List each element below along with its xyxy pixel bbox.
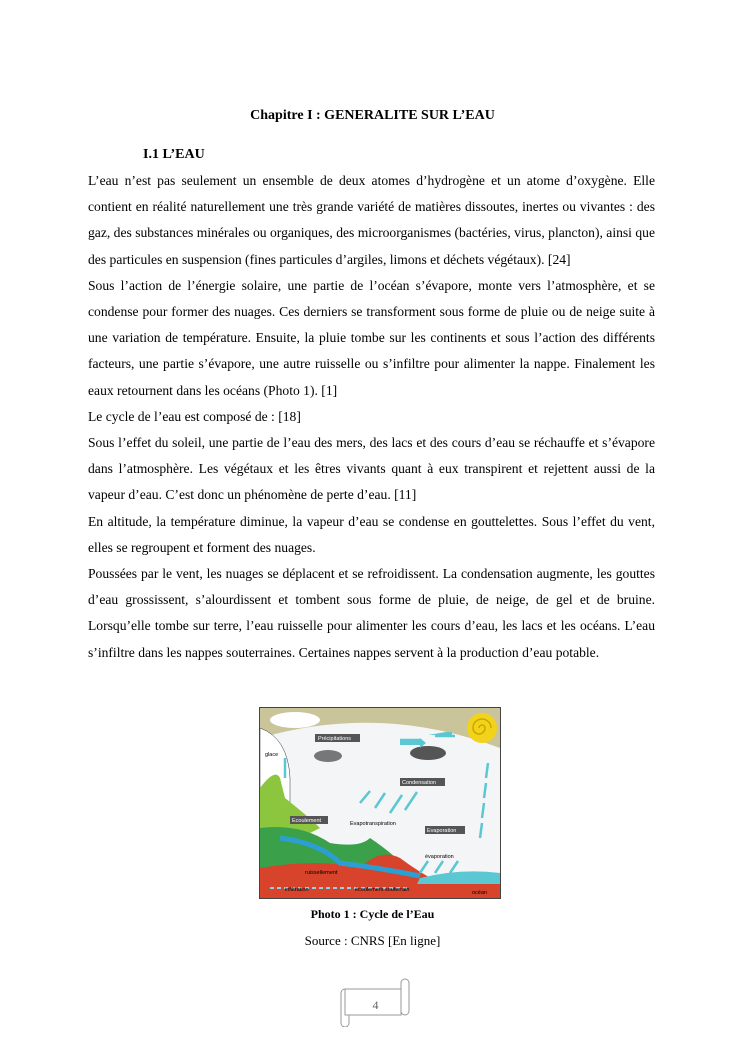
chapter-title: Chapitre I : GENERALITE SUR L’EAU: [250, 108, 495, 123]
figure-caption: Photo 1 : Cycle de l’Eau: [310, 907, 435, 921]
section-heading: I.1 L’EAU: [143, 147, 205, 162]
paragraph: Sous l’effet du soleil, une partie de l’eau des mers, des lacs et des cours d’eau se réchauffe et s’évapore dans l’atmosphère. Les végétaux et les êtres vivants quant à eux transpirent et rejettent aussi de la vapeur d’eau. C’est donc un phénomène de perte d’eau. [11]: [88, 435, 655, 503]
label-ecoulement: Ecoulement: [292, 818, 322, 824]
label-ecoulement-souterrain: écoulement souterrain: [355, 887, 410, 893]
figure-source: Source : CNRS [En ligne]: [304, 933, 441, 948]
label-glace: glace: [265, 752, 279, 758]
label-evaporation-box: Evaporation: [427, 828, 457, 834]
water-cycle-diagram: [259, 707, 501, 899]
page-number: 4: [372, 998, 379, 1012]
paragraph: Le cycle de l’eau est composé de : [18]: [88, 408, 301, 424]
label-evaporation: évaporation: [425, 854, 454, 860]
body-text: [88, 168, 655, 666]
label-infiltration: infiltration: [285, 887, 309, 893]
label-condensation: Condensation: [402, 780, 436, 786]
page-number-scroll: [333, 975, 418, 1027]
label-ruissellement: ruissellement: [305, 870, 338, 876]
paragraph: L’eau n’est pas seulement un ensemble de deux atomes d’hydrogène et un atome d’oxygène. Elle contient en réalité naturellement une très grande variété de matières dissoutes, inertes ou vivantes : des gaz, des substances minérales ou organiques, des microorganismes (bactéries, virus, plancton), ainsi que des particules en suspension (fines particules d’argiles, limons et déchets végétaux). [24]: [88, 173, 655, 267]
label-precipitations: Précipitations: [318, 736, 352, 742]
label-evapotranspiration: Evapotranspiration: [350, 821, 396, 827]
label-ocean: océan: [472, 890, 487, 896]
paragraph: Sous l’action de l’énergie solaire, une partie de l’océan s’évapore, monte vers l’atmosphère, et se condense pour former des nuages. Ces derniers se transforment sous forme de pluie ou de neige suite à une variation de température. Ensuite, la pluie tombe sur les continents et sous l’action des différents facteurs, une partie s’évapore, une autre ruisselle ou s’infiltre pour alimenter la nappe. Finalement les eaux retournent dans les océans (Photo 1). [1]: [88, 277, 655, 398]
paragraph: En altitude, la température diminue, la vapeur d’eau se condense en gouttelettes. Sous l’effet du vent, elles se regroupent et forment des nuages.: [88, 513, 655, 555]
paragraph: Poussées par le vent, les nuages se déplacent et se refroidissent. La condensation augmente, les gouttes d’eau grossissent, s’alourdissent et tombent sous forme de pluie, de neige, de gel et de bruine. Lorsqu’elle tombe sur terre, l’eau ruisselle pour alimenter les cours d’eau, les lacs et les océans. L’eau s’infiltre dans les nappes souterraines. Certaines nappes servent à la production d’eau potable.: [88, 566, 655, 660]
